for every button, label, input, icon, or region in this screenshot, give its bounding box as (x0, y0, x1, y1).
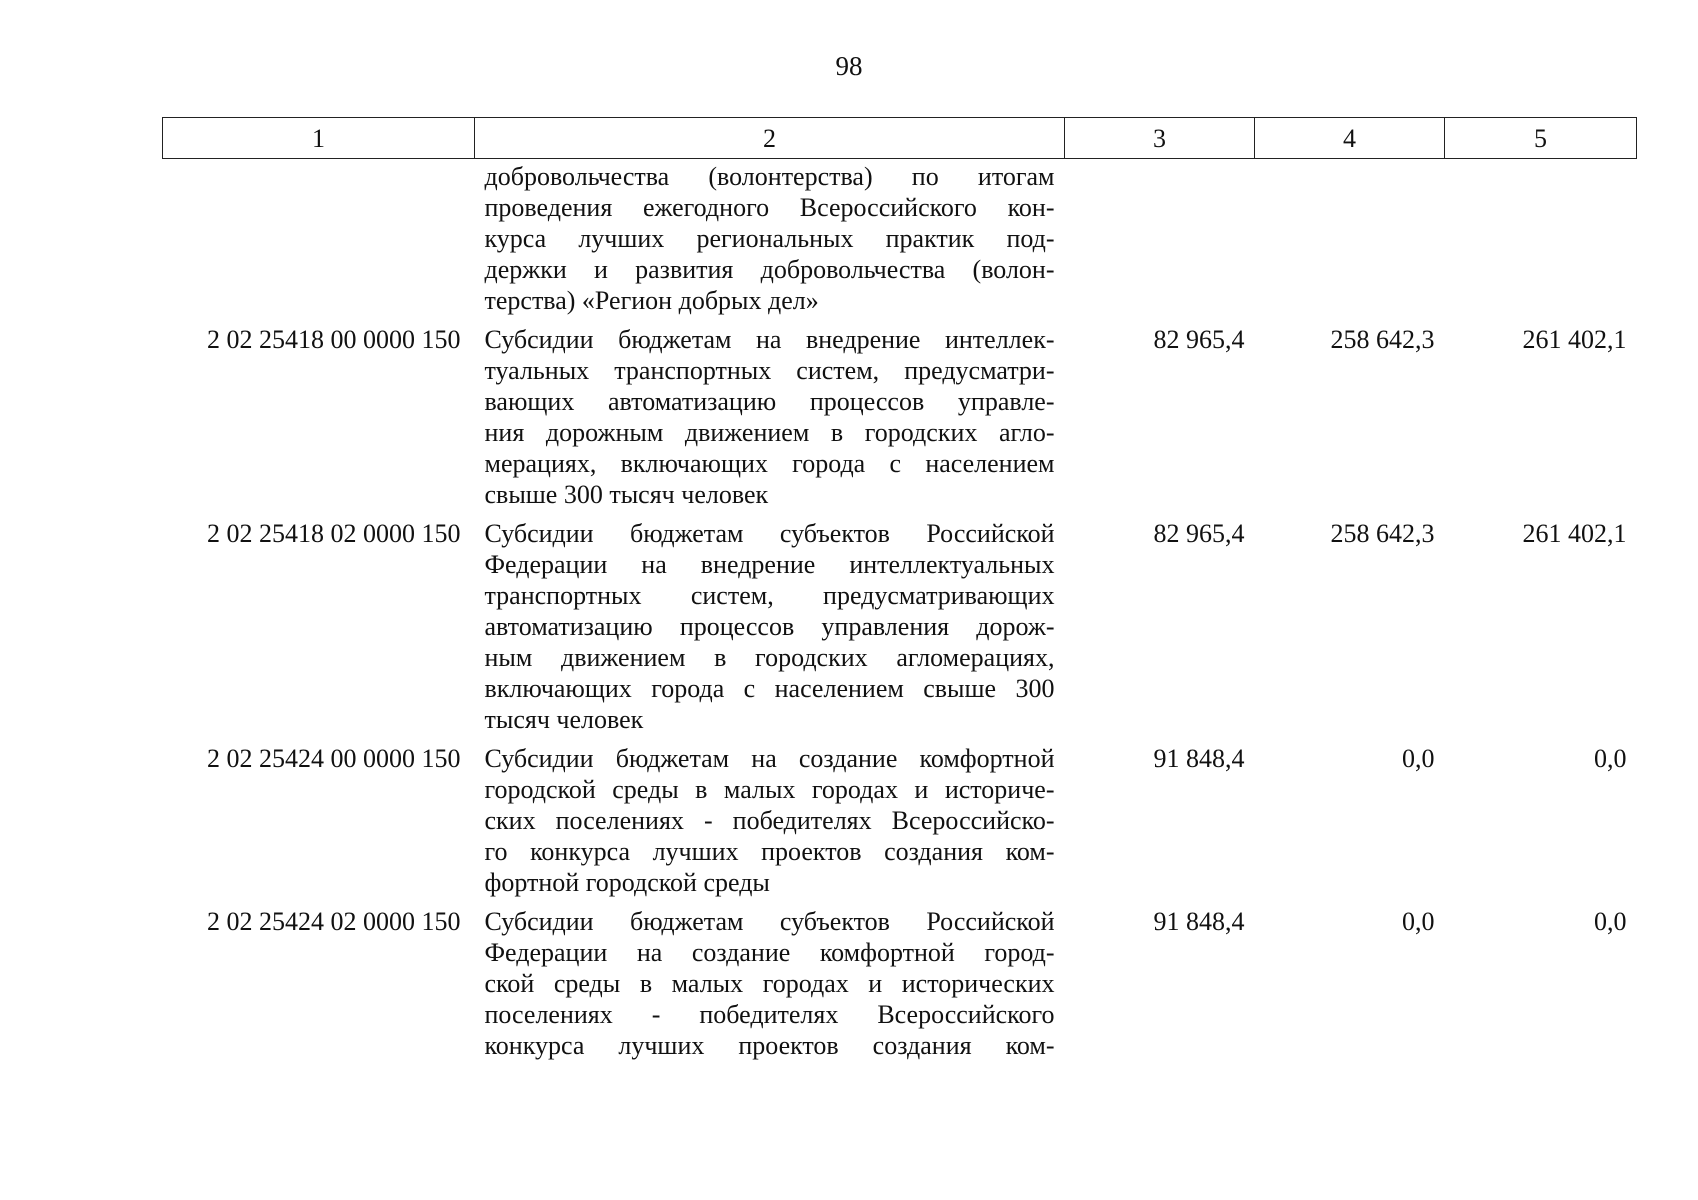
description-line: включающих города с населением свыше 300 (484, 674, 1055, 703)
code-cell: 2 02 25418 00 0000 150 (207, 325, 461, 354)
page-number: 98 (835, 51, 863, 81)
description-line: автоматизацию процессов управления дорож- (484, 612, 1055, 641)
description-line: ской среды в малых городах и исторических (484, 969, 1055, 998)
budget-table (162, 117, 1637, 1061)
description-line: го конкурса лучших проектов создания ком- (484, 837, 1055, 866)
description-line: Субсидии бюджетам на создание комфортной (484, 744, 1055, 773)
description-line: ным движением в городских агломерациях, (484, 643, 1055, 672)
table-row (163, 898, 1637, 1061)
description-line: мерациях, включающих города с населением (484, 449, 1055, 478)
value-col-5: 0,0 (1594, 744, 1627, 773)
description-line: проведения ежегодного Всероссийского кон- (484, 193, 1055, 222)
table-body (163, 159, 1637, 1062)
description-line: держки и развития добровольчества (волон- (484, 255, 1055, 284)
description-line: ния дорожным движением в городских агло- (484, 418, 1055, 447)
code-cell: 2 02 25424 00 0000 150 (207, 744, 461, 773)
value-col-4: 0,0 (1402, 744, 1435, 773)
value-col-3: 82 965,4 (1153, 325, 1245, 354)
value-col-5: 0,0 (1594, 907, 1627, 936)
description-line: тысяч человек (484, 705, 644, 734)
description-line: конкурса лучших проектов создания ком- (484, 1031, 1055, 1060)
description-line: Федерации на внедрение интеллектуальных (484, 550, 1055, 579)
code-cell: 2 02 25424 02 0000 150 (207, 907, 461, 936)
description-cell (475, 735, 1065, 898)
value-col-5 (1445, 159, 1637, 317)
header-row (163, 118, 1637, 159)
description-line: фортной городской среды (484, 868, 770, 897)
header-col-4: 4 (1255, 118, 1445, 159)
code-cell: 2 02 25418 02 0000 150 (207, 519, 461, 548)
description-line: вающих автоматизацию процессов управле- (484, 387, 1055, 416)
description-line: свыше 300 тысяч человек (484, 480, 769, 509)
value-col-3: 91 848,4 (1153, 744, 1245, 773)
value-col-3: 82 965,4 (1153, 519, 1245, 548)
description-line: Федерации на создание комфортной город- (484, 938, 1055, 967)
value-col-3: 91 848,4 (1153, 907, 1245, 936)
description-cell (475, 510, 1065, 735)
description-line: транспортных систем, предусматривающих (484, 581, 1055, 610)
value-col-4: 0,0 (1402, 907, 1435, 936)
description-line: городской среды в малых городах и историче- (484, 775, 1055, 804)
table-header (163, 118, 1637, 159)
value-col-4 (1255, 159, 1445, 317)
code-cell (163, 159, 475, 317)
table-row-continuation (163, 159, 1637, 317)
value-col-4: 258 642,3 (1330, 519, 1435, 548)
description-cell (475, 159, 1065, 317)
value-col-4: 258 642,3 (1330, 325, 1435, 354)
table-row (163, 735, 1637, 898)
header-col-2: 2 (475, 118, 1065, 159)
value-col-3 (1065, 159, 1255, 317)
table-row (163, 316, 1637, 510)
description-line: терства) «Регион добрых дел» (484, 286, 819, 315)
header-col-5: 5 (1445, 118, 1637, 159)
value-col-5: 261 402,1 (1522, 325, 1627, 354)
description-line: Субсидии бюджетам субъектов Российской (484, 519, 1055, 548)
description-line: ских поселениях - победителях Всероссийско- (484, 806, 1055, 835)
header-col-1: 1 (163, 118, 475, 159)
description-line: поселениях - победителях Всероссийского (484, 1000, 1055, 1029)
header-col-3: 3 (1065, 118, 1255, 159)
value-col-5: 261 402,1 (1522, 519, 1627, 548)
description-cell (475, 898, 1065, 1061)
description-line: курса лучших региональных практик под- (484, 224, 1055, 253)
description-line: Субсидии бюджетам на внедрение интеллек- (484, 325, 1055, 354)
description-cell (475, 316, 1065, 510)
description-line: туальных транспортных систем, предусматри- (484, 356, 1055, 385)
description-line: Субсидии бюджетам субъектов Российской (484, 907, 1055, 936)
table-row (163, 510, 1637, 735)
description-line: добровольчества (волонтерства) по итогам (484, 162, 1055, 191)
